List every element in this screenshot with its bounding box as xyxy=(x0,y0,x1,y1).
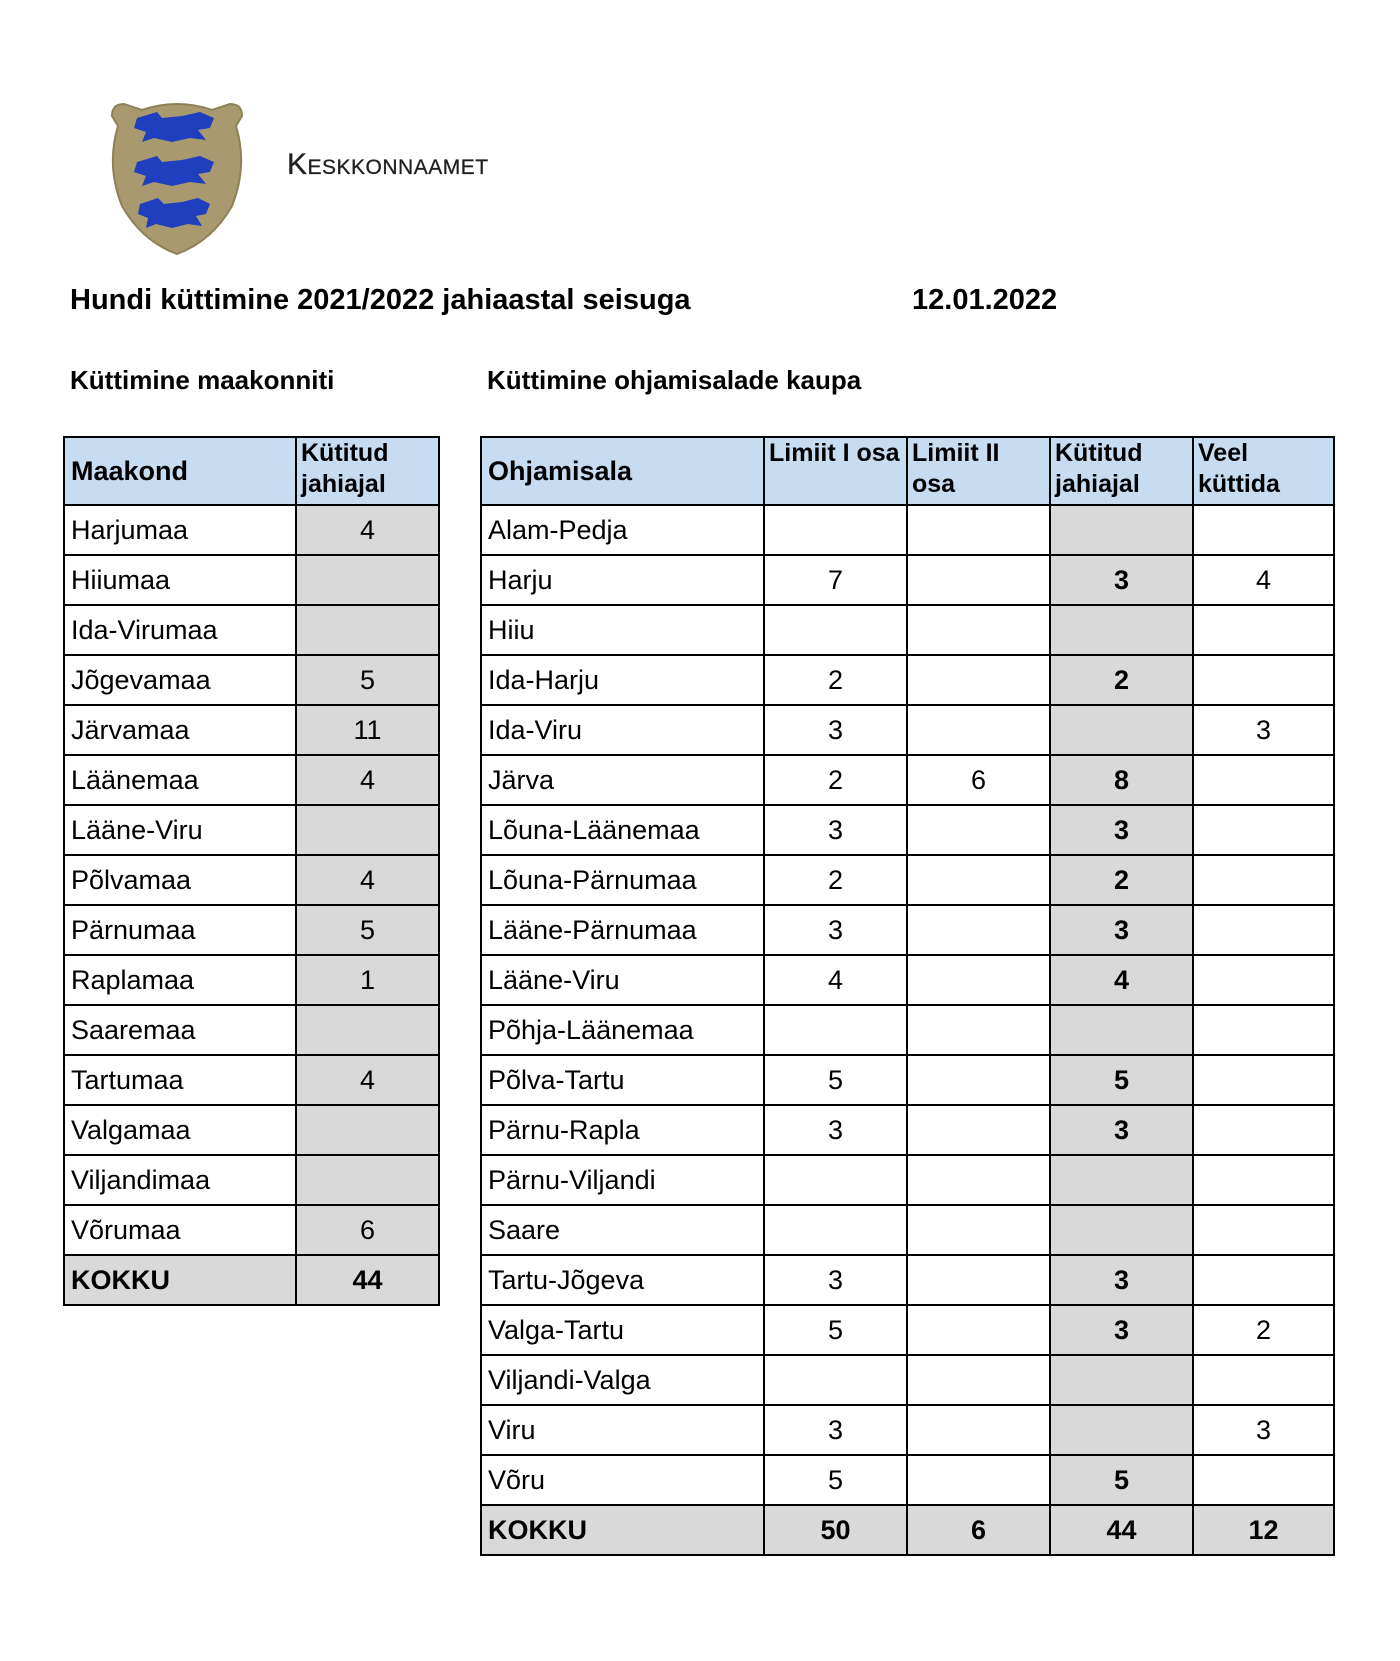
area-limit1: 5 xyxy=(764,1455,907,1505)
area-name: Ida-Harju xyxy=(481,655,764,705)
area-remaining xyxy=(1193,1055,1334,1105)
area-hunted xyxy=(1050,605,1193,655)
area-name: Harju xyxy=(481,555,764,605)
area-name: Järva xyxy=(481,755,764,805)
table-row xyxy=(64,1105,439,1155)
county-name: Lääne-Viru xyxy=(64,805,296,855)
county-name: Raplamaa xyxy=(64,955,296,1005)
area-remaining xyxy=(1193,1255,1334,1305)
table-row xyxy=(64,1205,439,1255)
table-row xyxy=(64,805,439,855)
total-label: KOKKU xyxy=(64,1255,296,1305)
area-remaining xyxy=(1193,1005,1334,1055)
org-name: Keskkonnaamet xyxy=(287,148,489,181)
county-hunted xyxy=(296,1105,439,1155)
area-limit2 xyxy=(907,1205,1050,1255)
table-row xyxy=(481,1305,1334,1355)
report-date: 12.01.2022 xyxy=(912,284,1058,316)
area-limit2 xyxy=(907,505,1050,555)
area-hunted: 3 xyxy=(1050,1255,1193,1305)
area-remaining xyxy=(1193,605,1334,655)
county-hunted: 4 xyxy=(296,755,439,805)
area-limit2 xyxy=(907,1255,1050,1305)
column-header-remaining: Veel küttida xyxy=(1193,437,1334,505)
county-hunted xyxy=(296,805,439,855)
area-limit1: 3 xyxy=(764,905,907,955)
area-limit2 xyxy=(907,1405,1050,1455)
area-name: Pärnu-Rapla xyxy=(481,1105,764,1155)
table-row xyxy=(481,955,1334,1005)
total-hunted: 44 xyxy=(296,1255,439,1305)
table-row xyxy=(64,955,439,1005)
area-limit2 xyxy=(907,1455,1050,1505)
area-name: Hiiu xyxy=(481,605,764,655)
area-limit1: 2 xyxy=(764,655,907,705)
area-hunted xyxy=(1050,1155,1193,1205)
area-limit1 xyxy=(764,505,907,555)
total-remaining: 12 xyxy=(1193,1505,1334,1555)
area-name: Võru xyxy=(481,1455,764,1505)
area-hunted: 5 xyxy=(1050,1455,1193,1505)
coat-of-arms-icon xyxy=(102,96,252,256)
area-hunted: 2 xyxy=(1050,855,1193,905)
area-hunted: 8 xyxy=(1050,755,1193,805)
county-table-heading: Küttimine maakonniti xyxy=(70,365,335,395)
column-header-hunted: Kütitud jahiajal xyxy=(296,437,439,505)
county-hunted: 1 xyxy=(296,955,439,1005)
table-row xyxy=(481,555,1334,605)
table-row xyxy=(481,855,1334,905)
area-remaining xyxy=(1193,805,1334,855)
column-header-limit1: Limiit I osa xyxy=(764,437,907,505)
table-row xyxy=(64,1055,439,1105)
table-row xyxy=(64,505,439,555)
county-name: Tartumaa xyxy=(64,1055,296,1105)
total-label: KOKKU xyxy=(481,1505,764,1555)
table-row xyxy=(481,1355,1334,1405)
area-remaining xyxy=(1193,755,1334,805)
area-limit2 xyxy=(907,555,1050,605)
area-limit2 xyxy=(907,1055,1050,1105)
area-name: Viru xyxy=(481,1405,764,1455)
table-row xyxy=(64,905,439,955)
total-hunted: 44 xyxy=(1050,1505,1193,1555)
total-limit2: 6 xyxy=(907,1505,1050,1555)
column-header-hunted: Kütitud jahiajal xyxy=(1050,437,1193,505)
county-table xyxy=(63,436,440,1306)
county-hunted: 11 xyxy=(296,705,439,755)
county-name: Jõgevamaa xyxy=(64,655,296,705)
county-name: Pärnumaa xyxy=(64,905,296,955)
area-remaining: 4 xyxy=(1193,555,1334,605)
table-row xyxy=(481,1405,1334,1455)
area-limit1: 3 xyxy=(764,1255,907,1305)
county-name: Järvamaa xyxy=(64,705,296,755)
area-limit1 xyxy=(764,1205,907,1255)
area-name: Valga-Tartu xyxy=(481,1305,764,1355)
area-name: Lõuna-Pärnumaa xyxy=(481,855,764,905)
table-row xyxy=(64,855,439,905)
area-limit1: 3 xyxy=(764,705,907,755)
county-hunted xyxy=(296,1155,439,1205)
area-remaining: 3 xyxy=(1193,1405,1334,1455)
county-hunted: 4 xyxy=(296,505,439,555)
area-limit2 xyxy=(907,955,1050,1005)
county-name: Läänemaa xyxy=(64,755,296,805)
area-name: Lääne-Pärnumaa xyxy=(481,905,764,955)
county-name: Valgamaa xyxy=(64,1105,296,1155)
area-limit2 xyxy=(907,1305,1050,1355)
area-hunted: 2 xyxy=(1050,655,1193,705)
area-remaining xyxy=(1193,855,1334,905)
area-limit1: 7 xyxy=(764,555,907,605)
area-hunted: 3 xyxy=(1050,555,1193,605)
area-hunted xyxy=(1050,505,1193,555)
area-limit2 xyxy=(907,605,1050,655)
county-name: Viljandimaa xyxy=(64,1155,296,1205)
county-hunted xyxy=(296,555,439,605)
table-row xyxy=(64,605,439,655)
county-hunted: 6 xyxy=(296,1205,439,1255)
area-hunted: 3 xyxy=(1050,805,1193,855)
county-name: Hiiumaa xyxy=(64,555,296,605)
area-name: Lõuna-Läänemaa xyxy=(481,805,764,855)
area-limit2 xyxy=(907,855,1050,905)
area-name: Ida-Viru xyxy=(481,705,764,755)
area-remaining xyxy=(1193,1455,1334,1505)
area-limit2 xyxy=(907,705,1050,755)
county-name: Võrumaa xyxy=(64,1205,296,1255)
column-header-limit2: Limiit II osa xyxy=(907,437,1050,505)
table-row xyxy=(481,1255,1334,1305)
table-row xyxy=(481,605,1334,655)
area-limit2 xyxy=(907,1155,1050,1205)
area-name: Alam-Pedja xyxy=(481,505,764,555)
area-hunted xyxy=(1050,705,1193,755)
area-remaining xyxy=(1193,1205,1334,1255)
area-name: Tartu-Jõgeva xyxy=(481,1255,764,1305)
table-row xyxy=(481,1155,1334,1205)
county-hunted: 5 xyxy=(296,905,439,955)
table-row xyxy=(481,1205,1334,1255)
area-limit2 xyxy=(907,805,1050,855)
area-limit2 xyxy=(907,1005,1050,1055)
area-hunted: 5 xyxy=(1050,1055,1193,1105)
area-name: Põlva-Tartu xyxy=(481,1055,764,1105)
area-remaining xyxy=(1193,1355,1334,1405)
area-remaining xyxy=(1193,505,1334,555)
table-row xyxy=(481,1455,1334,1505)
county-hunted xyxy=(296,605,439,655)
county-hunted xyxy=(296,1005,439,1055)
table-row xyxy=(64,1005,439,1055)
area-hunted: 3 xyxy=(1050,905,1193,955)
area-limit1: 2 xyxy=(764,755,907,805)
total-limit1: 50 xyxy=(764,1505,907,1555)
total-row xyxy=(64,1255,439,1305)
county-name: Saaremaa xyxy=(64,1005,296,1055)
area-name: Viljandi-Valga xyxy=(481,1355,764,1405)
area-hunted: 3 xyxy=(1050,1305,1193,1355)
column-header-county: Maakond xyxy=(64,437,296,505)
table-row xyxy=(64,705,439,755)
area-limit1: 5 xyxy=(764,1305,907,1355)
column-header-area: Ohjamisala xyxy=(481,437,764,505)
county-name: Harjumaa xyxy=(64,505,296,555)
page-title: Hundi küttimine 2021/2022 jahiaastal seisuga xyxy=(70,284,691,316)
table-row xyxy=(64,1155,439,1205)
area-table-heading: Küttimine ohjamisalade kaupa xyxy=(487,365,862,395)
area-limit1 xyxy=(764,1155,907,1205)
area-hunted xyxy=(1050,1005,1193,1055)
area-remaining xyxy=(1193,905,1334,955)
area-table xyxy=(480,436,1335,1556)
county-hunted: 5 xyxy=(296,655,439,705)
table-row xyxy=(481,1055,1334,1105)
area-limit1: 5 xyxy=(764,1055,907,1105)
area-limit2 xyxy=(907,1355,1050,1405)
area-limit2: 6 xyxy=(907,755,1050,805)
area-limit1: 3 xyxy=(764,1105,907,1155)
table-row xyxy=(64,655,439,705)
area-name: Lääne-Viru xyxy=(481,955,764,1005)
area-name: Pärnu-Viljandi xyxy=(481,1155,764,1205)
area-limit1 xyxy=(764,605,907,655)
area-remaining xyxy=(1193,955,1334,1005)
table-row xyxy=(481,1005,1334,1055)
area-hunted xyxy=(1050,1405,1193,1455)
area-limit1: 3 xyxy=(764,805,907,855)
area-remaining: 3 xyxy=(1193,705,1334,755)
county-name: Ida-Virumaa xyxy=(64,605,296,655)
area-hunted xyxy=(1050,1355,1193,1405)
table-row xyxy=(64,555,439,605)
area-hunted xyxy=(1050,1205,1193,1255)
area-limit2 xyxy=(907,1105,1050,1155)
area-limit2 xyxy=(907,905,1050,955)
area-hunted: 4 xyxy=(1050,955,1193,1005)
table-row xyxy=(481,705,1334,755)
area-limit2 xyxy=(907,655,1050,705)
area-name: Põhja-Läänemaa xyxy=(481,1005,764,1055)
table-row xyxy=(64,755,439,805)
county-hunted: 4 xyxy=(296,855,439,905)
table-row xyxy=(481,505,1334,555)
area-limit1 xyxy=(764,1005,907,1055)
area-limit1: 3 xyxy=(764,1405,907,1455)
table-row xyxy=(481,805,1334,855)
table-row xyxy=(481,1105,1334,1155)
area-remaining xyxy=(1193,655,1334,705)
area-limit1: 4 xyxy=(764,955,907,1005)
area-remaining xyxy=(1193,1155,1334,1205)
area-remaining: 2 xyxy=(1193,1305,1334,1355)
area-name: Saare xyxy=(481,1205,764,1255)
area-hunted: 3 xyxy=(1050,1105,1193,1155)
table-row xyxy=(481,905,1334,955)
county-hunted: 4 xyxy=(296,1055,439,1105)
area-limit1 xyxy=(764,1355,907,1405)
table-row xyxy=(481,755,1334,805)
county-name: Põlvamaa xyxy=(64,855,296,905)
table-row xyxy=(481,655,1334,705)
total-row xyxy=(481,1505,1334,1555)
area-remaining xyxy=(1193,1105,1334,1155)
area-limit1: 2 xyxy=(764,855,907,905)
